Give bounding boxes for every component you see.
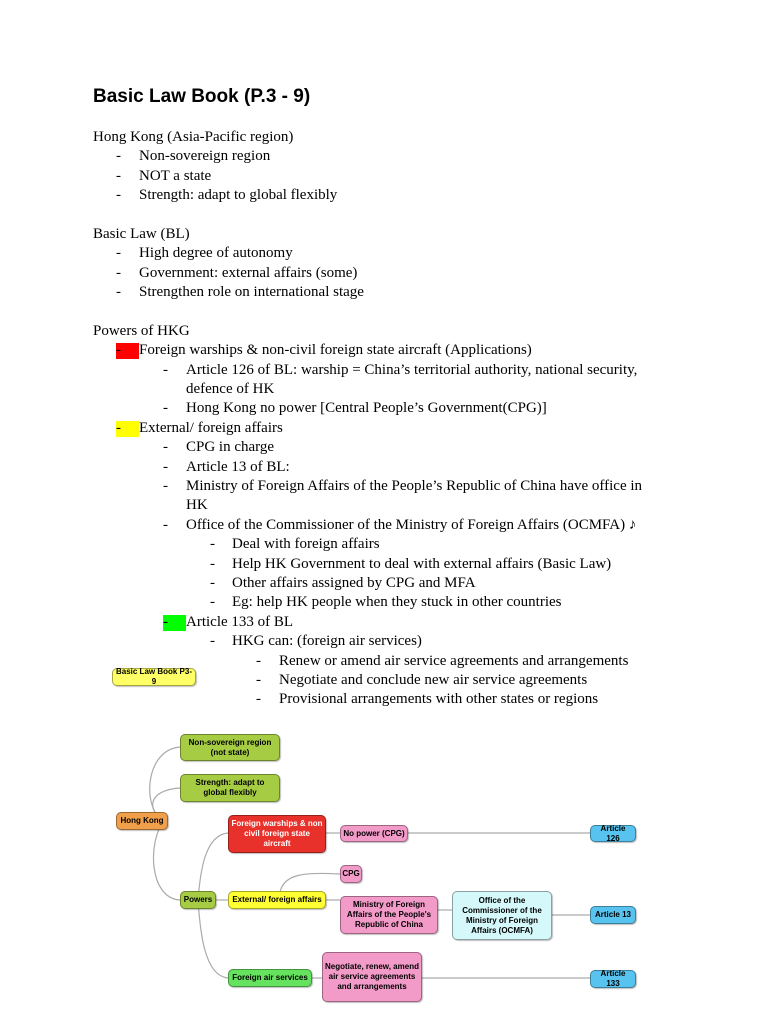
list-item-continued: defence of HK: [186, 381, 275, 398]
node-powers: Powers: [180, 891, 216, 909]
list-item-article-133: - Article 133 of BL: [163, 613, 294, 630]
list-item-external: - External/ foreign affairs: [116, 419, 283, 436]
page-title: Basic Law Book (P.3 - 9): [93, 86, 311, 107]
list-item-continued: HK: [186, 497, 208, 514]
list-item: - Renew or amend air service agreements and arrangements: [256, 652, 629, 669]
list-item: - Office of the Commissioner of the Ministry of Foreign Affairs (OCMFA) ♪: [163, 516, 637, 533]
list-item: - Ministry of Foreign Affairs of the People’s Republic of China have office in: [163, 478, 643, 495]
list-item: - High degree of autonomy: [116, 245, 293, 262]
list-item: - Article 126 of BL: warship = China’s territorial authority, national security,: [163, 361, 638, 378]
list-item: - Hong Kong no power [Central People’s Government(CPG)]: [163, 400, 547, 417]
list-item: - Government: external affairs (some): [116, 264, 358, 281]
list-item: - NOT a state: [116, 167, 212, 184]
list-item: - Non-sovereign region: [116, 148, 271, 165]
node-ministry: Ministry of Foreign Affairs of the People's Republic of China: [340, 896, 438, 934]
connector: [280, 873, 340, 892]
list-item: - Eg: help HK people when they stuck in other countries: [210, 594, 562, 611]
node-warships: Foreign warships & non civil foreign state aircraft: [228, 815, 326, 853]
list-item: - Provisional arrangements with other states or regions: [256, 691, 599, 708]
node-root: Basic Law Book P3-9: [112, 668, 196, 686]
connector: [198, 900, 228, 978]
list-item: - Article 13 of BL:: [163, 458, 290, 475]
node-non-sovereign: Non-sovereign region (not state): [180, 734, 280, 761]
connector: [198, 833, 228, 900]
list-item: - Help HK Government to deal with external affairs (Basic Law): [210, 555, 612, 572]
list-item: - Deal with foreign affairs: [210, 536, 380, 553]
heading-hong-kong: Hong Kong (Asia-Pacific region): [93, 129, 294, 145]
node-article-133: Article 133: [590, 970, 636, 988]
node-hong-kong: Hong Kong: [116, 812, 168, 830]
list-item-warships: - Foreign warships & non-civil foreign state aircraft (Applications): [116, 342, 532, 359]
node-strength: Strength: adapt to global flexibly: [180, 774, 280, 802]
node-external: External/ foreign affairs: [228, 891, 326, 909]
mind-map: [104, 660, 652, 1016]
list-item: - HKG can: (foreign air services): [210, 633, 422, 650]
connector: [153, 821, 180, 900]
node-negotiate: Negotiate, renew, amend air service agreements and arrangements: [322, 952, 422, 1002]
node-air-services: Foreign air services: [228, 969, 312, 987]
heading-powers: Powers of HKG: [93, 322, 190, 339]
heading-basic-law: Basic Law (BL): [93, 225, 190, 242]
node-ocmfa: Office of the Commissioner of the Ministry of Foreign Affairs (OCMFA): [452, 891, 552, 940]
list-item: - CPG in charge: [163, 439, 275, 456]
list-item: - Other affairs assigned by CPG and MFA: [210, 574, 476, 591]
node-article-126: Article 126: [590, 825, 636, 842]
node-no-power: No power (CPG): [340, 825, 408, 842]
list-item: - Strengthen role on international stage: [116, 284, 364, 301]
node-article-13: Article 13: [590, 906, 636, 924]
list-item: - Negotiate and conclude new air service agreements: [256, 671, 588, 688]
node-cpg: CPG: [340, 865, 362, 883]
notes-body: [0, 128, 768, 710]
list-item: - Strength: adapt to global flexibly: [116, 187, 338, 204]
